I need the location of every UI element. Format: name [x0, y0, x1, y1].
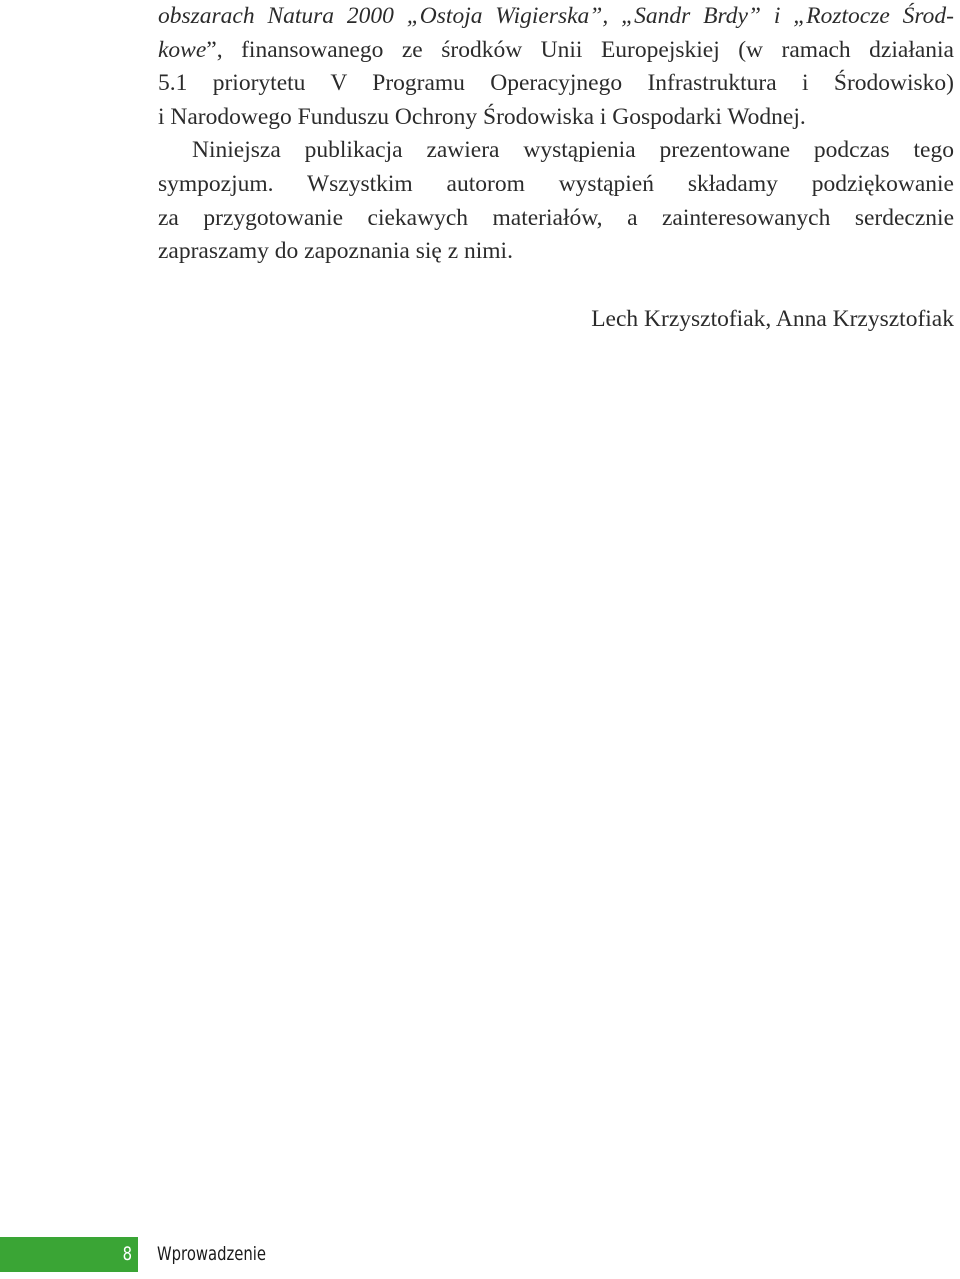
authors-signature: Lech Krzysztofiak, Anna Krzysztofiak: [591, 306, 954, 332]
text-line-2: [158, 34, 954, 68]
body-text: [158, 0, 954, 269]
text-line-8: zapraszamy do zapoznania się z nimi.: [158, 238, 513, 265]
text-line-3: 5.1 priorytetu V Programu Operacyjnego Infrastruktura i Środowisko): [158, 70, 954, 97]
text-line-5: Niniejsza publikacja zawiera wystąpienia prezentowane podczas tego: [192, 137, 954, 164]
footer-page-bar: [0, 1237, 138, 1272]
text-line-7: za przygotowanie ciekawych materiałów, a zainteresowanych serdecznie: [158, 204, 954, 231]
text-line-1: obszarach Natura 2000 „Ostoja Wigierska”, „Sandr Brdy” i „Roztocze Środ-: [158, 3, 954, 29]
text-line-6: sympozjum. Wszystkim autorom wystąpień składamy podziękowanie: [158, 170, 954, 197]
text-line-2-rest: ”, finansowanego ze środków Unii Europejskiej (w ramach działania: [206, 36, 954, 63]
page-number: 8: [122, 1243, 132, 1265]
footer-section-title: Wprowadzenie: [157, 1243, 267, 1265]
text-line-4: i Narodowego Funduszu Ochrony Środowiska i Gospodarki Wodnej.: [158, 103, 806, 130]
text-line-2-italic: kowe: [158, 36, 207, 63]
